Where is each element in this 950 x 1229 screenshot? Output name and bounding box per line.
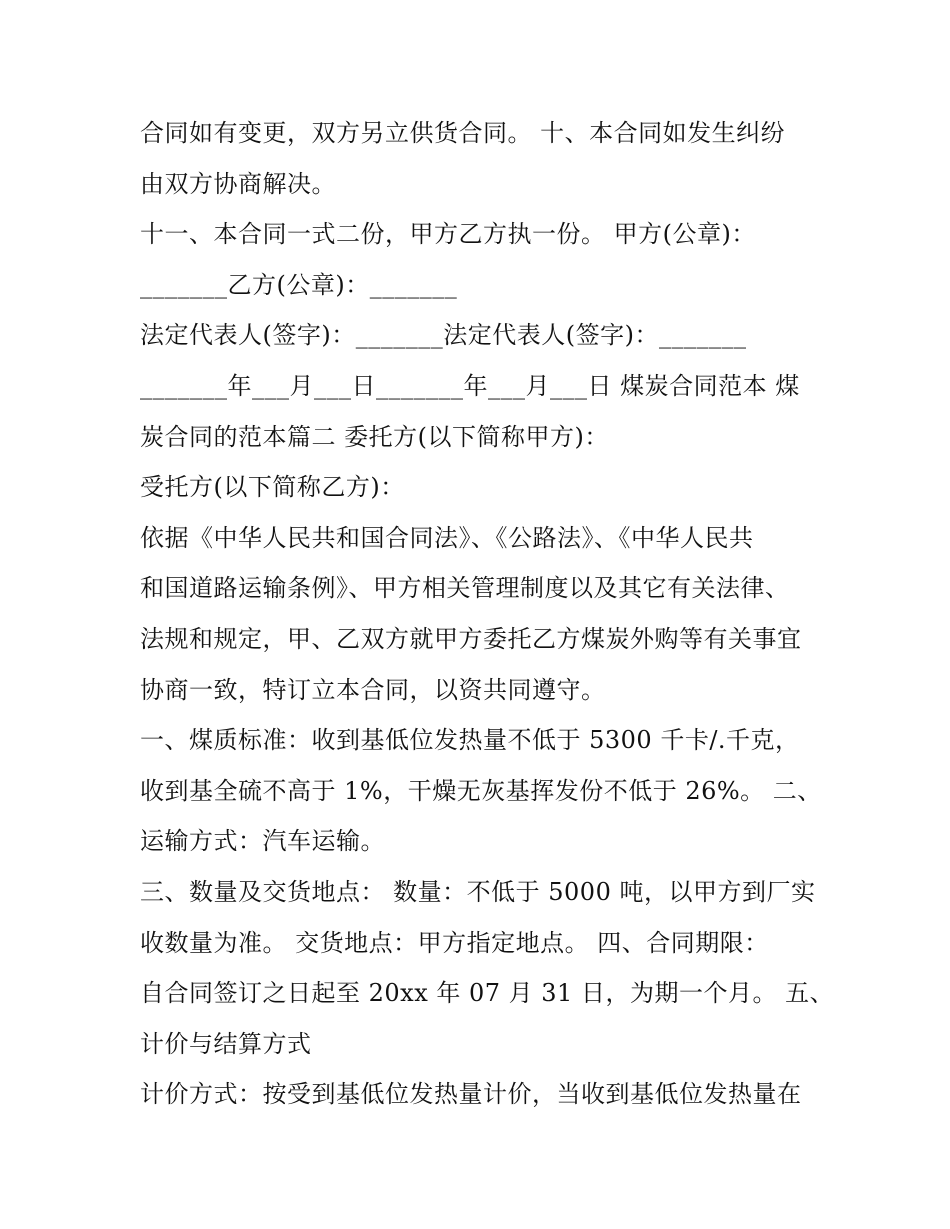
text-line: 三、数量及交货地点： 数量：不低于 5000 吨，以甲方到厂实 bbox=[140, 877, 816, 906]
text-line: 收到基全硫不高于 1%，干燥无灰基挥发份不低于 26%。 二、 bbox=[140, 776, 822, 805]
text-line: 计价与结算方式 bbox=[140, 1029, 312, 1058]
text-line: 法定代表人(签字)：_______法定代表人(签字)：_______ bbox=[140, 321, 747, 350]
text-line: 受托方(以下简称乙方)： bbox=[140, 473, 405, 502]
text-line: 收数量为准。 交货地点：甲方指定地点。 四、合同期限： bbox=[140, 928, 769, 957]
text-line: 依据《中华人民共和国合同法》、《公路法》、《中华人民共 bbox=[140, 523, 754, 552]
text-line: _______年___月___日_______年___月___日 煤炭合同范本 煤 bbox=[140, 371, 800, 400]
text-line: 计价方式：按受到基低位发热量计价，当收到基低位发热量在 bbox=[140, 1080, 802, 1109]
text-line: 自合同签订之日起至 20xx 年 07 月 31 日，为期一个月。 五、 bbox=[140, 979, 835, 1008]
text-line: 由双方协商解决。 bbox=[140, 169, 336, 198]
text-line: 法规和规定，甲、乙双方就甲方委托乙方煤炭外购等有关事宜 bbox=[140, 624, 802, 653]
document-body bbox=[140, 108, 835, 1120]
text-line: 一、煤质标准：收到基低位发热量不低于 5300 千卡/.千克， bbox=[140, 726, 800, 755]
text-line: 合同如有变更，双方另立供货合同。 十、本合同如发生纠纷 bbox=[140, 119, 786, 147]
text-line: 和国道路运输条例》、甲方相关管理制度以及其它有关法律、 bbox=[140, 574, 790, 603]
text-line: 十一、本合同一式二份，甲方乙方执一份。 甲方(公章)： bbox=[140, 220, 756, 249]
text-line: 运输方式：汽车运输。 bbox=[140, 827, 385, 856]
text-line: _______乙方(公章)：_______ bbox=[140, 270, 458, 299]
text-line: 协商一致，特订立本合同，以资共同遵守。 bbox=[140, 675, 606, 704]
text-line: 炭合同的范本篇二 委托方(以下简称甲方)： bbox=[140, 422, 609, 451]
